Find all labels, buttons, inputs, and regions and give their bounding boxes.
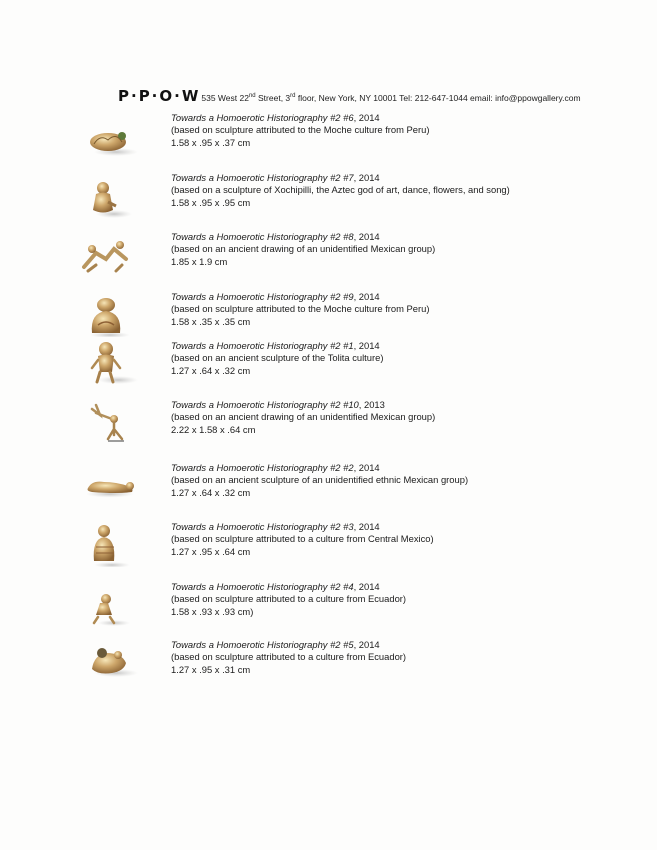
artwork-dimensions: 1.58 x .95 x .37 cm — [171, 136, 251, 148]
artwork-entry — [0, 340, 657, 380]
artwork-year: , 2014 — [353, 521, 380, 532]
artwork-caption — [171, 521, 434, 558]
artwork-title-line — [171, 462, 468, 474]
artwork-entry — [0, 399, 657, 439]
artwork-title-line — [171, 231, 435, 243]
artwork-description: (based on sculpture attributed to a culture from Central Mexico) — [171, 533, 434, 545]
artwork-year: , 2014 — [353, 231, 380, 242]
reclining-figurine-icon — [78, 112, 140, 158]
gallery-header — [118, 87, 581, 106]
artwork-title: Towards a Homoerotic Historiography #2 #10 — [171, 399, 359, 410]
group-figurine-icon — [78, 639, 140, 685]
artwork-description: (based on an ancient sculpture of the Tolita culture) — [171, 352, 384, 364]
artwork-year: , 2014 — [353, 291, 380, 302]
artwork-year: , 2014 — [353, 462, 380, 473]
standing-figurine-icon — [78, 340, 140, 386]
seated-pair-figurine-icon — [78, 521, 140, 567]
artwork-caption — [171, 462, 468, 499]
artwork-title: Towards a Homoerotic Historiography #2 #7 — [171, 172, 354, 183]
artwork-title: Towards a Homoerotic Historiography #2 #9 — [171, 291, 354, 302]
artwork-entry — [0, 231, 657, 271]
artwork-dimensions: 2.22 x 1.58 x .64 cm — [171, 423, 256, 435]
artwork-year: , 2013 — [358, 399, 385, 410]
artwork-description: (based on an ancient drawing of an unidentified Mexican group) — [171, 411, 436, 423]
stick-figure-icon — [78, 399, 140, 445]
artwork-caption — [171, 639, 406, 676]
artwork-dimensions: 1.58 x .35 x .35 cm — [171, 315, 251, 327]
artwork-title: Towards a Homoerotic Historiography #2 #8 — [171, 231, 354, 242]
artwork-title-line — [171, 521, 434, 533]
artwork-year: , 2014 — [353, 340, 380, 351]
artwork-caption — [171, 291, 429, 328]
artwork-caption — [171, 172, 510, 209]
artwork-title: Towards a Homoerotic Historiography #2 #5 — [171, 639, 354, 650]
artwork-title: Towards a Homoerotic Historiography #2 #3 — [171, 521, 354, 532]
artwork-description: (based on sculpture attributed to the Moche culture from Peru) — [171, 124, 430, 136]
artwork-dimensions: 1.27 x .64 x .32 cm — [171, 364, 251, 376]
artwork-title-line — [171, 581, 406, 593]
artwork-title-line — [171, 172, 510, 184]
artwork-year: , 2014 — [353, 639, 380, 650]
artwork-description: (based on an ancient drawing of an unidentified Mexican group) — [171, 243, 436, 255]
artwork-caption — [171, 231, 435, 268]
artwork-year: , 2014 — [353, 112, 380, 123]
artwork-dimensions: 1.85 x 1.9 cm — [171, 255, 228, 267]
artwork-entry — [0, 462, 657, 502]
artwork-caption — [171, 399, 435, 436]
artwork-dimensions: 1.58 x .95 x .95 cm — [171, 196, 251, 208]
artwork-description: (based on sculpture attributed to the Moche culture from Peru) — [171, 303, 430, 315]
artwork-entry — [0, 639, 657, 679]
artwork-title-line — [171, 639, 406, 651]
crouching-figurine-icon — [78, 291, 140, 337]
artwork-description: (based on an ancient sculpture of an unidentified ethnic Mexican group) — [171, 474, 469, 486]
small-figurine-icon — [78, 581, 140, 627]
artwork-title: Towards a Homoerotic Historiography #2 #4 — [171, 581, 354, 592]
artwork-caption — [171, 112, 429, 149]
artwork-caption — [171, 581, 406, 618]
artwork-year: , 2014 — [353, 172, 380, 183]
lying-figurine-icon — [78, 462, 140, 508]
artwork-dimensions: 1.27 x .64 x .32 cm — [171, 486, 251, 498]
gallery-address: 535 West 22nd Street, 3rd floor, New York, NY 10001 Tel: 212-647-1044 email: info@ppowgallery.com — [201, 93, 581, 103]
artwork-year: , 2014 — [353, 581, 380, 592]
artwork-title-line — [171, 340, 383, 352]
gallery-logo: P·P·O·W — [118, 87, 201, 105]
artwork-entry — [0, 521, 657, 561]
artwork-dimensions: 1.58 x .93 x .93 cm) — [171, 605, 254, 617]
artwork-title: Towards a Homoerotic Historiography #2 #1 — [171, 340, 354, 351]
artwork-entry — [0, 291, 657, 331]
artwork-description: (based on sculpture attributed to a culture from Ecuador) — [171, 651, 407, 663]
artwork-entry — [0, 112, 657, 152]
artwork-title-line — [171, 399, 435, 411]
artwork-dimensions: 1.27 x .95 x .64 cm — [171, 545, 251, 557]
paired-figures-icon — [78, 231, 140, 277]
artwork-title: Towards a Homoerotic Historiography #2 #6 — [171, 112, 354, 123]
artwork-description: (based on a sculpture of Xochipilli, the Aztec god of art, dance, flowers, and song) — [171, 184, 510, 196]
artwork-title-line — [171, 291, 429, 303]
artwork-title: Towards a Homoerotic Historiography #2 #2 — [171, 462, 354, 473]
artwork-entry — [0, 581, 657, 621]
artwork-title-line — [171, 112, 429, 124]
artwork-caption — [171, 340, 383, 377]
seated-figurine-icon — [78, 172, 140, 218]
artwork-description: (based on sculpture attributed to a culture from Ecuador) — [171, 593, 407, 605]
artwork-dimensions: 1.27 x .95 x .31 cm — [171, 663, 251, 675]
artwork-entry — [0, 172, 657, 212]
